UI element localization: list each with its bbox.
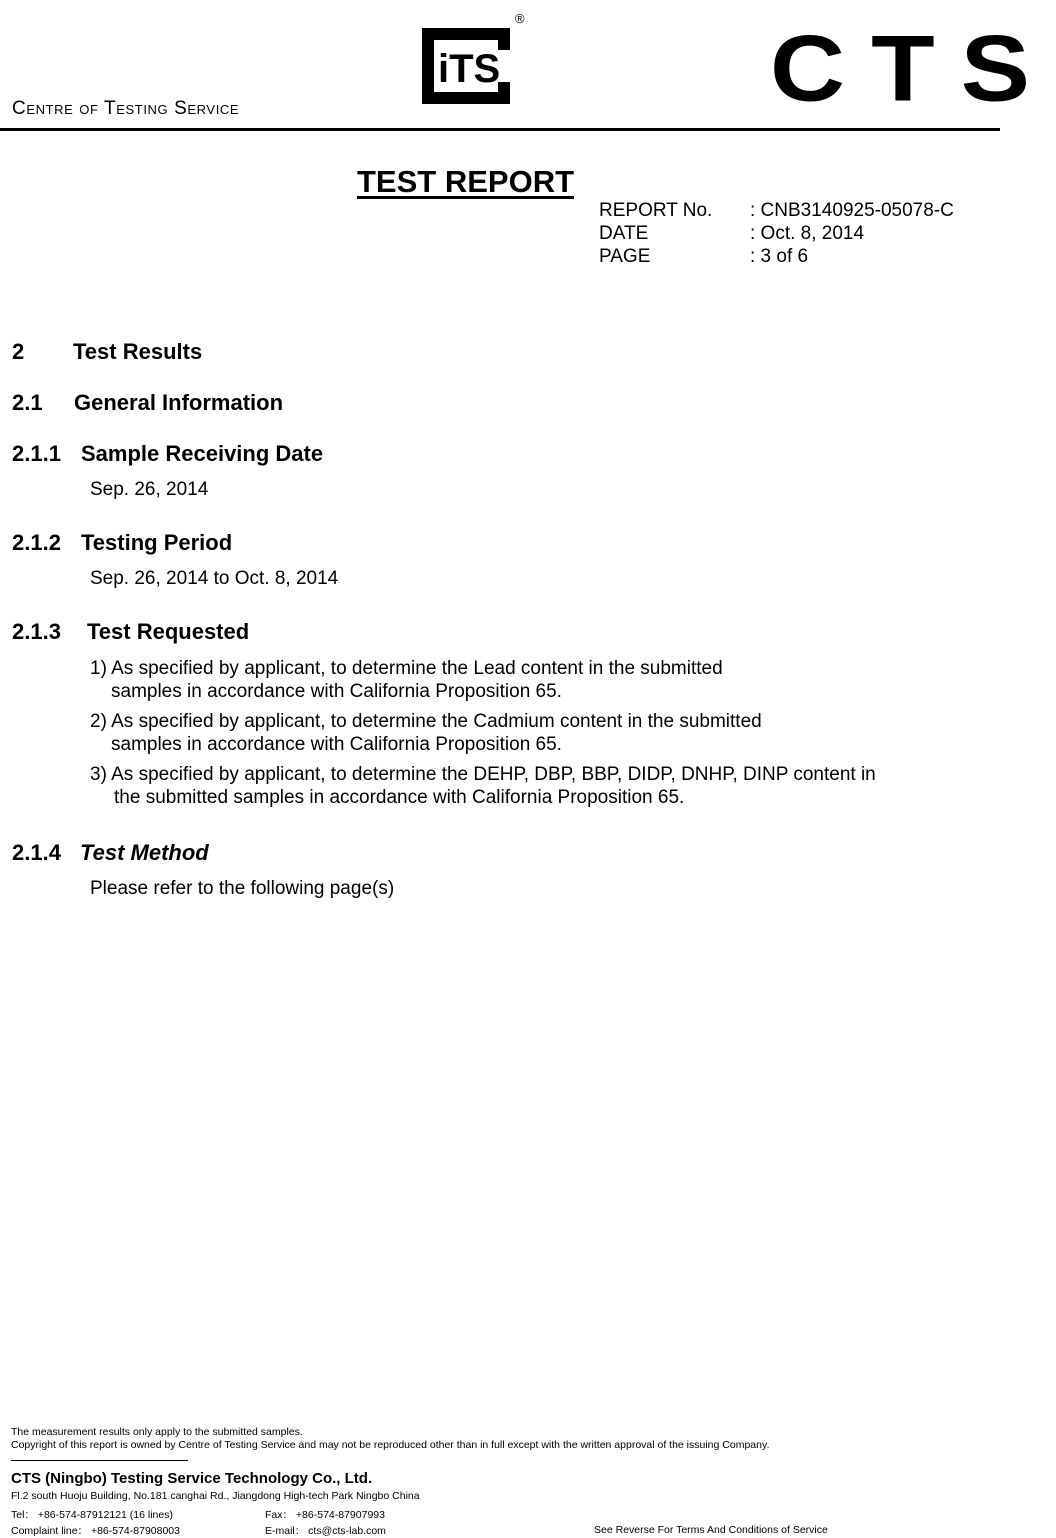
report-number-value: : CNB3140925-05078-C xyxy=(750,200,954,221)
footer-note-results: The measurement results only apply to the submitted samples. xyxy=(11,1426,303,1438)
test-requested-item-1-line-1: 1) As specified by applicant, to determine the Lead content in the submitted xyxy=(90,658,723,679)
company-name: CTS (Ningbo) Testing Service Technology Co., Ltd. xyxy=(11,1470,373,1487)
report-page-label: PAGE xyxy=(599,246,651,267)
section-2-1-4-title: Test Method xyxy=(80,840,209,865)
test-requested-item-1-line-2: samples in accordance with California Proposition 65. xyxy=(111,681,562,702)
report-number-label: REPORT No. xyxy=(599,200,713,221)
report-date-value: : Oct. 8, 2014 xyxy=(750,223,865,244)
section-2-1-1-title: Sample Receiving Date xyxy=(81,441,324,466)
test-requested-item-3-line-2: the submitted samples in accordance with California Proposition 65. xyxy=(114,787,685,808)
section-2-1-2-title: Testing Period xyxy=(81,530,233,555)
its-logo xyxy=(416,24,516,108)
its-logo-text: iTS xyxy=(438,47,501,91)
terms-note: See Reverse For Terms And Conditions of Service xyxy=(594,1524,828,1536)
section-2-1-1-number: 2.1.1 xyxy=(12,441,61,466)
company-email: E-mail： cts@cts-lab.com xyxy=(265,1525,386,1537)
company-fax: Fax： +86-574-87907993 xyxy=(265,1509,385,1521)
section-2-1-number: 2.1 xyxy=(12,390,43,415)
centre-name: Centre of Testing Service xyxy=(12,98,240,119)
section-2-1-3-title: Test Requested xyxy=(87,619,250,644)
testing-period: Sep. 26, 2014 to Oct. 8, 2014 xyxy=(90,568,339,589)
section-2-1-3-number: 2.1.3 xyxy=(12,619,61,644)
section-2-number: 2 xyxy=(12,339,25,364)
company-telephone: Tel： +86-574-87912121 (16 lines) xyxy=(11,1509,173,1521)
section-2-1-2-number: 2.1.2 xyxy=(12,530,61,555)
section-2-1-4-number: 2.1.4 xyxy=(12,840,61,865)
test-requested-item-2-line-1: 2) As specified by applicant, to determine the Cadmium content in the submitted xyxy=(90,711,762,732)
test-requested-item-3-line-1: 3) As specified by applicant, to determine the DEHP, DBP, BBP, DIDP, DNHP, DINP content in xyxy=(90,764,876,785)
company-address: Fl.2 south Huoju Building, No.181 canghai Rd., Jiangdong High-tech Park Ningbo China xyxy=(11,1490,420,1502)
header-divider xyxy=(0,128,1000,131)
report-date-label: DATE xyxy=(599,223,649,244)
complaint-line: Complaint line： +86-574-87908003 xyxy=(11,1525,180,1537)
section-2-title: Test Results xyxy=(73,339,203,364)
test-requested-item-2-line-2: samples in accordance with California Proposition 65. xyxy=(111,734,562,755)
report-title: TEST REPORT xyxy=(357,164,575,199)
footer-divider xyxy=(11,1460,188,1461)
test-method-text: Please refer to the following page(s) xyxy=(90,878,395,899)
report-page-value: : 3 of 6 xyxy=(750,246,809,267)
cts-brand-logo: CTS xyxy=(770,16,1056,122)
registered-mark: ® xyxy=(515,11,525,26)
sample-receiving-date: Sep. 26, 2014 xyxy=(90,479,209,500)
footer-note-copyright: Copyright of this report is owned by Centre of Testing Service and may not be reproduced other than in full except with the written approval of the issuing Company. xyxy=(11,1439,770,1451)
section-2-1-title: General Information xyxy=(74,390,284,415)
